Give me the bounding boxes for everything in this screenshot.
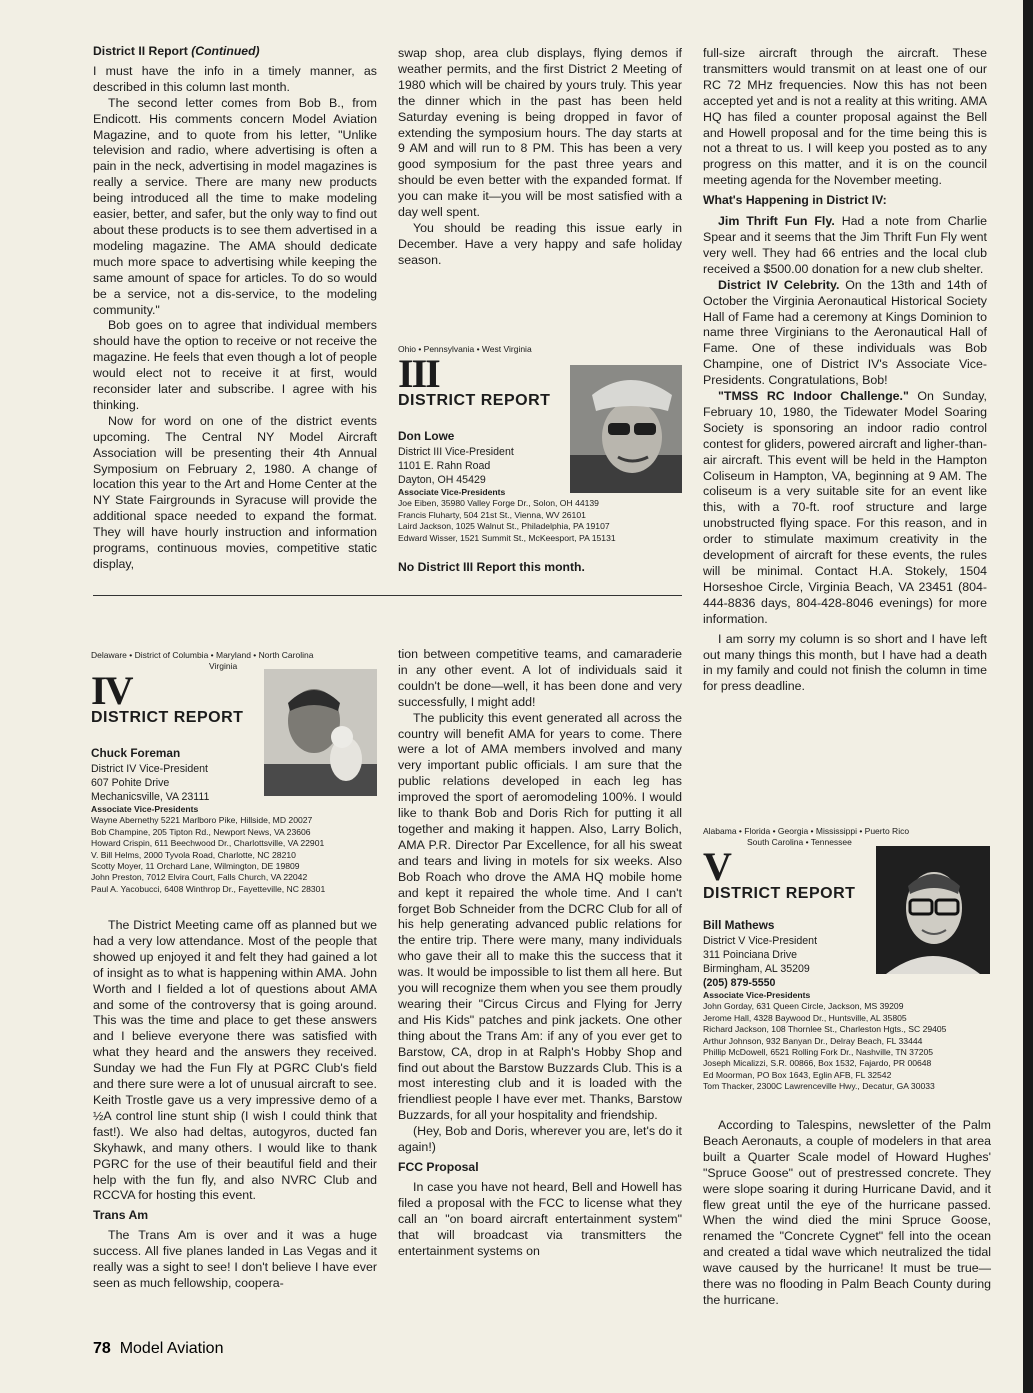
magazine-name: Model Aviation (119, 1340, 224, 1357)
district-5-assoc-heading: Associate Vice-Presidents (703, 989, 811, 1000)
trans-am-heading: Trans Am (93, 1208, 149, 1223)
district-3-vp-address: 1101 E. Rahn Road (398, 459, 491, 472)
paragraph: Now for word on one of the district events upcoming. The Central NY Model Aircraft Association will be presenting their 4th Annual Symposium on February 2, 1980. A change of location this year to the Art and Home Center at the NY State Fairgrounds in Syracuse will provide the additional space needed to expand the format. They will have hourly instruction and information programs, continuous movies, competitive static display, (93, 413, 377, 571)
assoc-vp: Tom Thacker, 2300C Lawrenceville Hwy., Decatur, GA 30033 (703, 1081, 935, 1092)
district-2-continued-col2 (398, 46, 682, 269)
photo-don-lowe (570, 365, 682, 493)
paragraph (703, 214, 987, 278)
celebrity-text: On the 13th and 14th of October the Virginia Aeronautical Historical Society Hall of Fame had a ceremony at Kings Dominion to name three Virginians to the Aeronautical Hall of Fame. One of these individuals was Bob Champine, one of District IV's Associate Vice-Presidents. Congratulations, Bob! (703, 277, 987, 388)
assoc-vp: Paul A. Yacobucci, 6408 Winthrop Dr., Fayetteville, NC 28301 (91, 883, 326, 894)
district-3-vp-city: Dayton, OH 45429 (398, 473, 486, 486)
assoc-vp: Howard Crispin, 611 Beechwood Dr., Charlottsville, VA 22901 (91, 838, 325, 849)
portrait-photo-icon (570, 365, 682, 493)
paragraph: The Trans Am is over and it was a huge success. All five planes landed in Las Vegas and it really was a sight to see! I don't believe I have ever seen as much fellowship, coopera- (93, 1228, 377, 1290)
assoc-vp: Joe Eiben, 35980 Valley Forge Dr., Solon, OH 44139 (398, 498, 599, 509)
celebrity-bold: District IV Celebrity. (718, 277, 840, 292)
paragraph: The publicity this event generated all across the country will benefit AMA for years to come. There were a lot of AMA members involved and many very important public officials. I am sure that the public relations developed in each leg has improved the sport of aeromodeling 100%. I would like to thank Bob and Doris Rich for putting it all together and making it happen. Also, Larry Bolich, AMA P.R. Director Par Excellence, for all his sweat and tears and living in motels for six weeks. Also Bob Roach who drove the AMA HQ mobile home and kept it repaired the whole time. And I can't forget Bob Schneider from the DCRC Club for all of his help generating advanced public relations for the entire trip. There were many, many individuals who gave their all to make this the success that it was. It would be impossible to list them all here. But you will recognize them when you see them proudly wearing their "Circus Circus and Flying for Jerry and His Kids" patches and pink jackets. One other thing about the Trans Am: if any of you ever get to Barstow, CA, drop in at Ralph's Hobby Shop and find out about the Barstow Buzzards Club. This is a most interesting club and it is loaded with the friendliest people I have ever met. Thanks, Barstow Buzzards, for all your hospitality and friendship. (398, 710, 682, 1123)
paragraph: In case you have not heard, Bell and Howell has filed a proposal with the FCC to license what they call an "on board aircraft entertainment system" that will broadcast via transmitters the entertainment systems on (398, 1179, 682, 1258)
assoc-vp: Bob Champine, 205 Tipton Rd., Newport News, VA 23606 (91, 826, 311, 837)
district-4-vp-address: 607 Pohite Drive (91, 776, 170, 789)
assoc-vp: Phillip McDowell, 6521 Rolling Fork Dr., Nashville, TN 37205 (703, 1047, 934, 1058)
photo-bill-mathews (876, 846, 990, 974)
portrait-photo-icon (264, 669, 377, 796)
district-2-continued (93, 44, 377, 573)
assoc-vp: Richard Jackson, 108 Thornlee St., Charleston Hgts., SC 29405 (703, 1024, 947, 1035)
page-number: 78 (93, 1340, 111, 1357)
district-4-states: Delaware • District of Columbia • Maryland • North Carolina (91, 650, 314, 660)
district-5-title: DISTRICT REPORT (703, 885, 856, 902)
paragraph: You should be reading this issue early in December. Have a very happy and safe holiday season. (398, 220, 682, 267)
assoc-vp: Ed Moorman, PO Box 1643, Eglin AFB, FL 32542 (703, 1069, 892, 1080)
district-4-numeral: IV (91, 668, 132, 713)
assoc-vp: Wayne Abernethy 5221 Marlboro Pike, Hillside, MD 20027 (91, 815, 313, 826)
district-3-numeral: III (398, 351, 439, 396)
district-3-no-report: No District III Report this month. (398, 560, 585, 575)
district-2-report-col3 (703, 46, 987, 695)
district-4-vp-title: District IV Vice-President (91, 762, 208, 775)
district-5-numeral: V (703, 844, 730, 889)
continued-label: (Continued) (191, 44, 260, 58)
assoc-vp: Francis Fluharty, 504 21st St., Vienna, WV 26101 (398, 509, 586, 520)
paragraph: full-size aircraft through the aircraft. These transmitters would transmit on at least one of our RC 72 MHz frequencies. Now this has not been accepted yet and is not a reality at this writing. AMA HQ has filed a counter proposal against the Bell and Howell proposal and for the time being this is not a threat to us. I will keep you posted as to any progress on this matter, and it is on the council meeting agenda for the November meeting. (703, 46, 987, 188)
paragraph (703, 389, 987, 628)
district-4-title: DISTRICT REPORT (91, 709, 244, 726)
divider (93, 595, 682, 596)
portrait-photo-icon (876, 846, 990, 974)
assoc-vp: John Preston, 7012 Elvira Court, Falls Church, VA 22042 (91, 872, 308, 883)
district-5-report (703, 1118, 991, 1309)
assoc-vp: Edward Wisser, 1521 Summit St., McKeesport, PA 15131 (398, 532, 616, 543)
paragraph: According to Talespins, newsletter of the Palm Beach Aeronauts, a couple of modelers in that area built a Quarter Scale model of Howard Hughes' "Spruce Goose" out of prestressed concrete. They were slope soaring it during Hurricane David, and it flew great until the eye of the hurricane passed. When the wind died the mini Spruce Goose, renamed the "Concrete Cygnet" fell into the ocean and created a tidal wave which neutralized the tidal wave caused by the hurricane! It must be true—there was no flooding in Palm Beach County during the hurricane. (703, 1118, 991, 1307)
district-2-heading-text: District II Report (93, 44, 188, 58)
district-4-assoc-heading: Associate Vice-Presidents (91, 803, 199, 814)
paragraph: I am sorry my column is so short and I have left out many things this month, but I have had a death in my family and could not finish the column in time for press deadline. (703, 631, 987, 694)
district-3-vp-name: Don Lowe (398, 428, 455, 443)
paragraph: The second letter comes from Bob B., from Endicott. His comments concern Model Aviation Magazine, and to quote from his letter, "Unlike television and radio, where advertising is often a pain in the neck, advertising in model magazines is really a service. There are many new products being introduced all the time to make modeling easier, better, and safer, but the only way to find out about these products is to see them advertised in a modeling magazine. The AMA should dedicate much more space to advertising while keeping the same amount of space for articles. To do so would be a service, not a dis-service, to the modeling community." (93, 95, 377, 317)
paragraph: swap shop, area club displays, flying demos if weather permits, and the first District 2 Meeting of 1980 which will be chaired by yours truly. This year the dinner which in the past has been held Saturday evening is being dropped in favor of extending the symposium hours. The day starts at 9 AM and will run to 8 PM. This has been a very good symposium for the past three years and should be even better with the expanded format. If you can make it—you will be most satisfied with a day well spent. (398, 46, 682, 220)
district-5-vp-name: Bill Mathews (703, 917, 775, 932)
district-5-vp-phone: (205) 879-5550 (703, 976, 776, 989)
assoc-vp: Jerome Hall, 4328 Baywood Dr., Huntsville, AL 35805 (703, 1012, 907, 1023)
district-2-heading (93, 44, 377, 60)
jim-thrift-text: Had a note from Charlie Spear and it seems that the Jim Thrift Fun Fly went very well. They had 66 entries and the local club received a $500.00 donation for a new club shelter. (703, 214, 987, 276)
district-3-assoc-heading: Associate Vice-Presidents (398, 486, 506, 497)
district-4-states-2: Virginia (209, 661, 238, 671)
district-4-happening-heading: What's Happening in District IV: (703, 193, 887, 208)
district-3-states: Ohio • Pennsylvania • West Virginia (398, 344, 532, 354)
photo-chuck-foreman (264, 669, 377, 796)
district-5-states-2: South Carolina • Tennessee (747, 837, 852, 847)
assoc-vp: Laird Jackson, 1025 Walnut St., Philadelphia, PA 19107 (398, 521, 610, 532)
district-4-vp-name: Chuck Foreman (91, 745, 181, 760)
tmss-bold: "TMSS RC Indoor Challenge." (718, 389, 909, 404)
tmss-text: On Sunday, February 10, 1980, the Tidewater Model Soaring Society is sponsoring an indoor radio control contest for gliders, powered aircraft and ligher-than-air aircraft. This event will be held in the Hampton Coliseum in Hampton, VA, beginning at 9 AM. The coliseum is a very suitable site for an event like this, with a 70-ft. roof structure and large unobstructed flying space. For this reason, and in order to stimulate maximum creativity in the development of aircraft for these events, the rules will be minimal. Contact H.A. Stokely, 1504 Horseshoe Circle, Virginia Beach, VA 23451 (804-444-8836 days, 804-428-8046 evenings) for more information. (703, 389, 987, 626)
paragraph: I must have the info in a timely manner, as described in this column last month. (93, 63, 377, 94)
assoc-vp: John Gorday, 631 Queen Circle, Jackson, MS 39209 (703, 1001, 904, 1012)
page-footer (93, 1340, 223, 1358)
assoc-vp: Joseph Micalizzi, S.R. 00866, Box 1532, Fajardo, PR 00648 (703, 1058, 932, 1069)
jim-thrift-bold: Jim Thrift Fun Fly. (718, 214, 835, 229)
assoc-vp: Scotty Moyer, 11 Orchard Lane, Wilmington, DE 19809 (91, 861, 300, 872)
district-4-report-col1 (93, 918, 377, 1292)
district-4-vp-city: Mechanicsville, VA 23111 (91, 790, 210, 803)
assoc-vp: Arthur Johnson, 932 Banyan Dr., Delray Beach, FL 33444 (703, 1035, 923, 1046)
paragraph: (Hey, Bob and Doris, wherever you are, let's do it again!) (398, 1124, 682, 1155)
assoc-vp: V. Bill Helms, 2000 Tyvola Road, Charlotte, NC 28210 (91, 849, 296, 860)
district-5-vp-city: Birmingham, AL 35209 (703, 962, 810, 975)
paragraph: Bob goes on to agree that individual members should have the option to receive or not receive the magazine. He feels that even though a lot of people would elect not to receive it at first, would reconsider later and subscribe. I agree with his thinking. (93, 318, 377, 412)
district-5-vp-title: District V Vice-President (703, 934, 818, 947)
district-5-states: Alabama • Florida • Georgia • Mississippi • Puerto Rico (703, 826, 910, 836)
fcc-heading: FCC Proposal (398, 1160, 479, 1174)
district-3-title: DISTRICT REPORT (398, 392, 551, 409)
district-4-report-col2 (398, 647, 682, 1259)
district-5-vp-address: 311 Poinciana Drive (703, 948, 798, 961)
district-3-vp-title: District III Vice-President (398, 445, 514, 458)
paragraph: tion between competitive teams, and camaraderie in any other event. A lot of individuals said it couldn't be done—well, it has been done and very successfully, I might add! (398, 647, 682, 709)
paragraph: The District Meeting came off as planned but we had a very low attendance. Most of the people that showed up enjoyed it and felt they had gained a lot of insight as to what is happening within AMA. John Worth and I fielded a lot of questions about AMA and some of the controversy that is going around. This was the time and place to get these answers and I believe everyone there was satisfied with what they heard and the answers they received. Sunday we had the Fun Fly at PGRC Club's field and there sure were a lot of unusual aircraft to see. Keith Trostle gave us a very impressive demo of a ½A control line stunt ship (I wish I could think that fast!). We also had deltas, autogyros, ducted fan Skyhawk, and many others. I would like to thank PGRC for the use of their beautiful field and their help with the fun fly, and also NVRC Club and RCCVA for hosting this event. (93, 918, 377, 1203)
paragraph (703, 278, 987, 389)
